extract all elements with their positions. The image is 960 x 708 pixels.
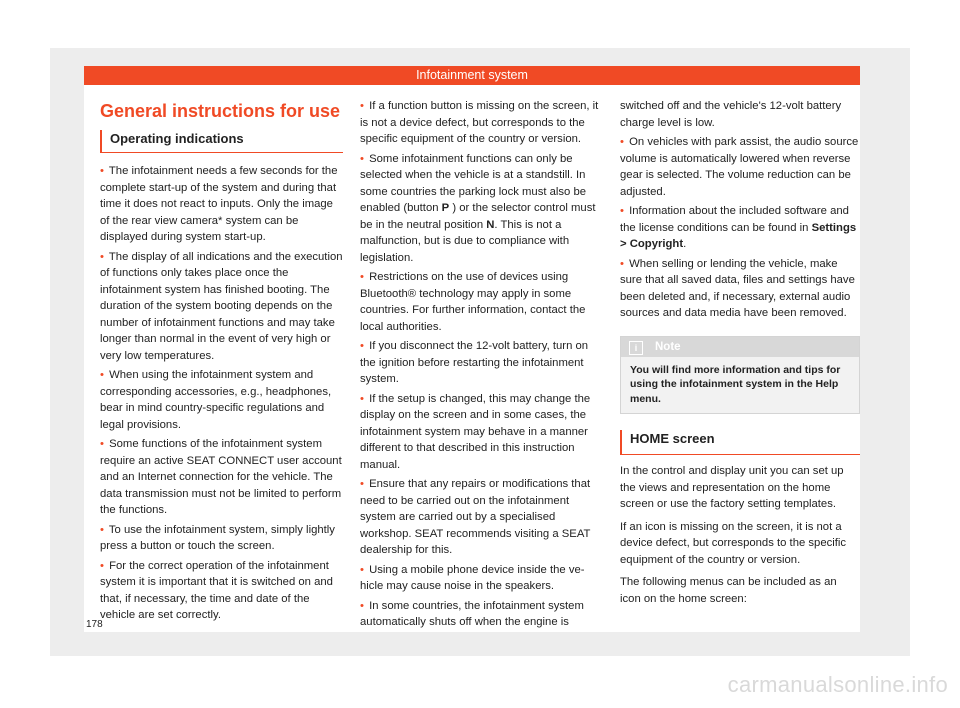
bullet-item: • When selling or lending the vehicle, make sure that all saved data, files and settings have been deleted and, if necessary, external audio sources and data media have been removed.	[620, 257, 855, 319]
bullet-icon: •	[100, 559, 104, 572]
bullet-icon: •	[100, 523, 104, 536]
continuation-text: switched off and the vehicle's 12-volt battery charge level is low.	[620, 100, 842, 129]
bullet-item: • Using a mobile phone device inside the vehicle may cause noise in the speakers.	[360, 563, 585, 592]
bullet-icon: •	[360, 271, 364, 283]
subheading-operating-indications: Operating indications	[100, 130, 343, 153]
bullet-item: • If you disconnect the 12-volt battery, turn on the ignition before restarting the infotainment system.	[360, 340, 589, 385]
bullet-item: • To use the infotainment system, simply lightly press a button or touch the screen.	[100, 523, 335, 552]
page-header: Infotainment system	[84, 66, 860, 85]
bullet-icon: •	[620, 136, 624, 148]
column-3	[620, 98, 860, 613]
bullet-item: • Some functions of the infotainment system require an active SEAT CONNECT user account and an Internet connection for the vehicle. The data transmission must not be limited to perform the functions.	[100, 438, 342, 516]
column-2	[360, 98, 603, 634]
bullet-icon: •	[360, 340, 364, 352]
bullet-item: • If a function button is missing on the screen, it is not a device defect, but corresponds to the specific equipment of the country or version.	[360, 100, 599, 145]
info-icon: i	[629, 341, 643, 355]
note-text: You will find more information and tips for using the infotainment system in the Help menu.	[630, 363, 841, 405]
bullet-item: • When using the infotainment system and corresponding accessories, e.g., headphones, bear in mind country-specific regulations and legal provisions.	[100, 369, 332, 431]
paragraph: If an icon is missing on the screen, it is not a device defect, but corresponds to the specific equipment of the country or version.	[620, 520, 847, 566]
bullet-item: • On vehicles with park assist, the audio source volume is automatically lowered when reverse gear is selected. The volume reduction can be adjusted.	[620, 136, 859, 198]
settings-path: Settings > Copyright	[620, 221, 857, 250]
bullet-icon: •	[100, 438, 104, 450]
button-p-label: P	[441, 202, 450, 214]
paragraph: The following menus can be included as an icon on the home screen:	[620, 576, 837, 605]
neutral-n-label: N	[486, 218, 495, 231]
watermark: carmanualsonline.info	[727, 672, 948, 697]
bullet-icon: •	[360, 100, 364, 112]
bullet-item: • Information about the included software and the license conditions can be found in Settings > Copyright.	[620, 205, 857, 250]
home-screen-heading: HOME screen	[620, 430, 860, 455]
bullet-item: • For the correct operation of the infotainment system it is important that it is switched on and that, if necessary, the time and date of the vehicle are set correctly.	[100, 559, 333, 621]
bullet-item: • If the setup is changed, this may change the display on the screen and in some cases, the infotainment system may behave in a manner different to that described in this instruction manual.	[360, 392, 591, 471]
bullet-item: • Some infotainment functions can only be selected when the vehicle is at a standstill. In some countries the parking lock must also be enabled (button P ) or the selector control must be in the neutral position N. This is not a malfunction, but is due to compliance with legislation.	[360, 152, 596, 264]
bullet-item: • The infotainment needs a few seconds for the complete start-up of the system and during that time it does not react to inputs. Only the image of the rear view camera* system can be displayed during system start-up.	[100, 165, 338, 243]
bullet-icon: •	[100, 369, 104, 381]
bullet-icon: •	[360, 392, 364, 405]
bullet-icon: •	[620, 205, 624, 217]
note-header	[621, 337, 859, 357]
column-1	[100, 98, 343, 627]
bullet-item: • Restrictions on the use of devices using Bluetooth® technology may apply in some countries. For further information, contact the local authorities.	[360, 271, 586, 333]
bullet-icon: •	[360, 478, 364, 490]
bullet-icon: •	[360, 563, 364, 576]
bullet-icon: •	[620, 257, 624, 270]
paragraph: In the control and display unit you can set up the views and representation on the home screen or use the factory setting templates.	[620, 465, 844, 510]
bullet-item: • The display of all indications and the execution of functions only takes place once the infotainment system has finished booting. The duration of the system booting depends on the number of infotainment functions and may take longer than normal in the event of very high or very low temperatures.	[100, 250, 343, 362]
bullet-icon: •	[100, 250, 104, 263]
note-box	[620, 336, 860, 415]
bullet-icon: •	[100, 165, 104, 177]
section-title: General instructions for use	[100, 101, 341, 121]
page-number: 178	[86, 619, 103, 630]
bullet-item: • Ensure that any repairs or modifications that need to be carried out on the infotainment system are carried out by a specialised workshop. SEAT recommends visiting a SEAT dealership for this.	[360, 478, 591, 556]
bullet-icon: •	[360, 152, 364, 165]
note-title: Note	[655, 340, 681, 353]
bullet-icon: •	[360, 599, 364, 612]
bullet-item: • In some countries, the infotainment system automatically shuts off when the engine is	[360, 599, 584, 628]
